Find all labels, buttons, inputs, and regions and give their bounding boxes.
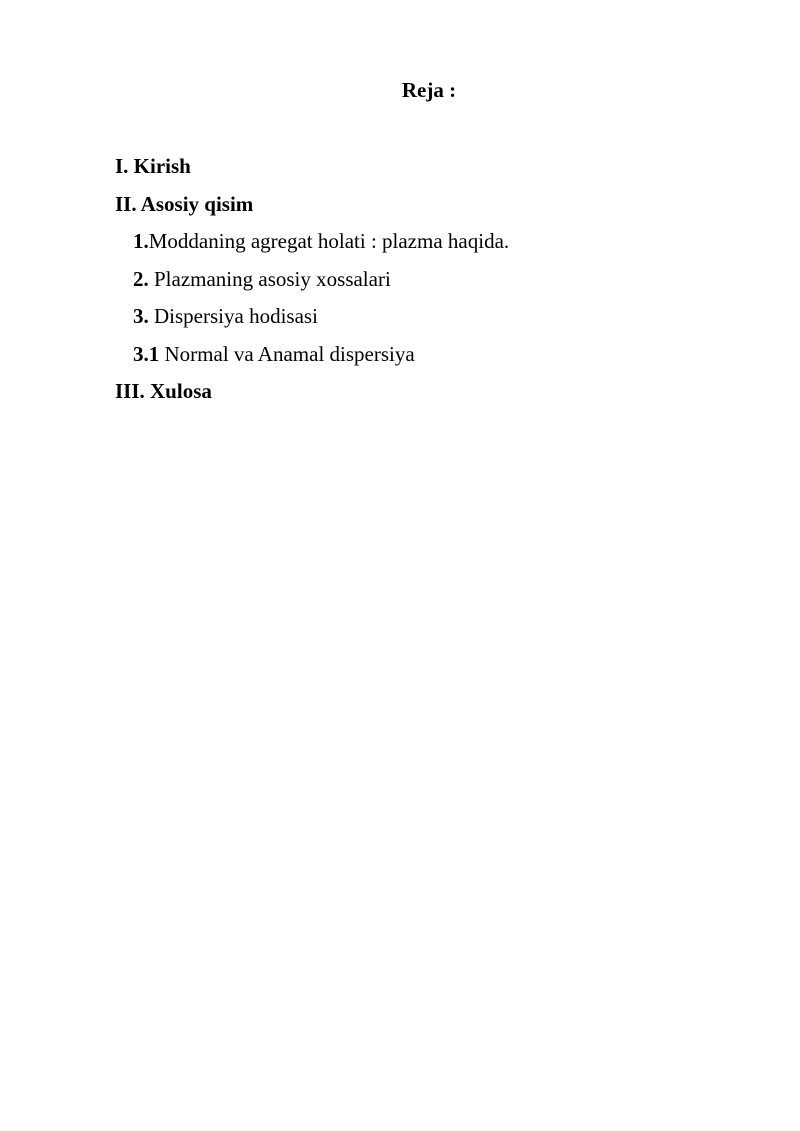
subitem-number: 3. xyxy=(133,304,149,328)
subitem-number: 1. xyxy=(133,229,149,253)
subitem-text: Dispersiya hodisasi xyxy=(148,304,318,328)
section-main-part: II. Asosiy qisim xyxy=(115,191,254,216)
subitem-text: Normal va Anamal dispersiya xyxy=(159,341,415,366)
plan-list xyxy=(115,148,755,411)
subitem-dispersion xyxy=(115,298,755,336)
subitem-number: 3.1 xyxy=(133,341,160,366)
section-introduction: I. Kirish xyxy=(115,154,191,178)
section-conclusion: III. Xulosa xyxy=(115,379,212,403)
subitem-normal-anomalous-dispersion xyxy=(115,336,755,374)
subitem-plasma-state xyxy=(115,223,755,261)
subitem-number: 2. xyxy=(133,266,149,291)
page-title: Reja : xyxy=(401,78,457,102)
subitem-text: Moddaning agregat holati : plazma haqida. xyxy=(148,229,510,253)
subitem-text: Plazmaning asosiy xossalari xyxy=(148,266,391,291)
subitem-plasma-properties xyxy=(115,261,755,299)
